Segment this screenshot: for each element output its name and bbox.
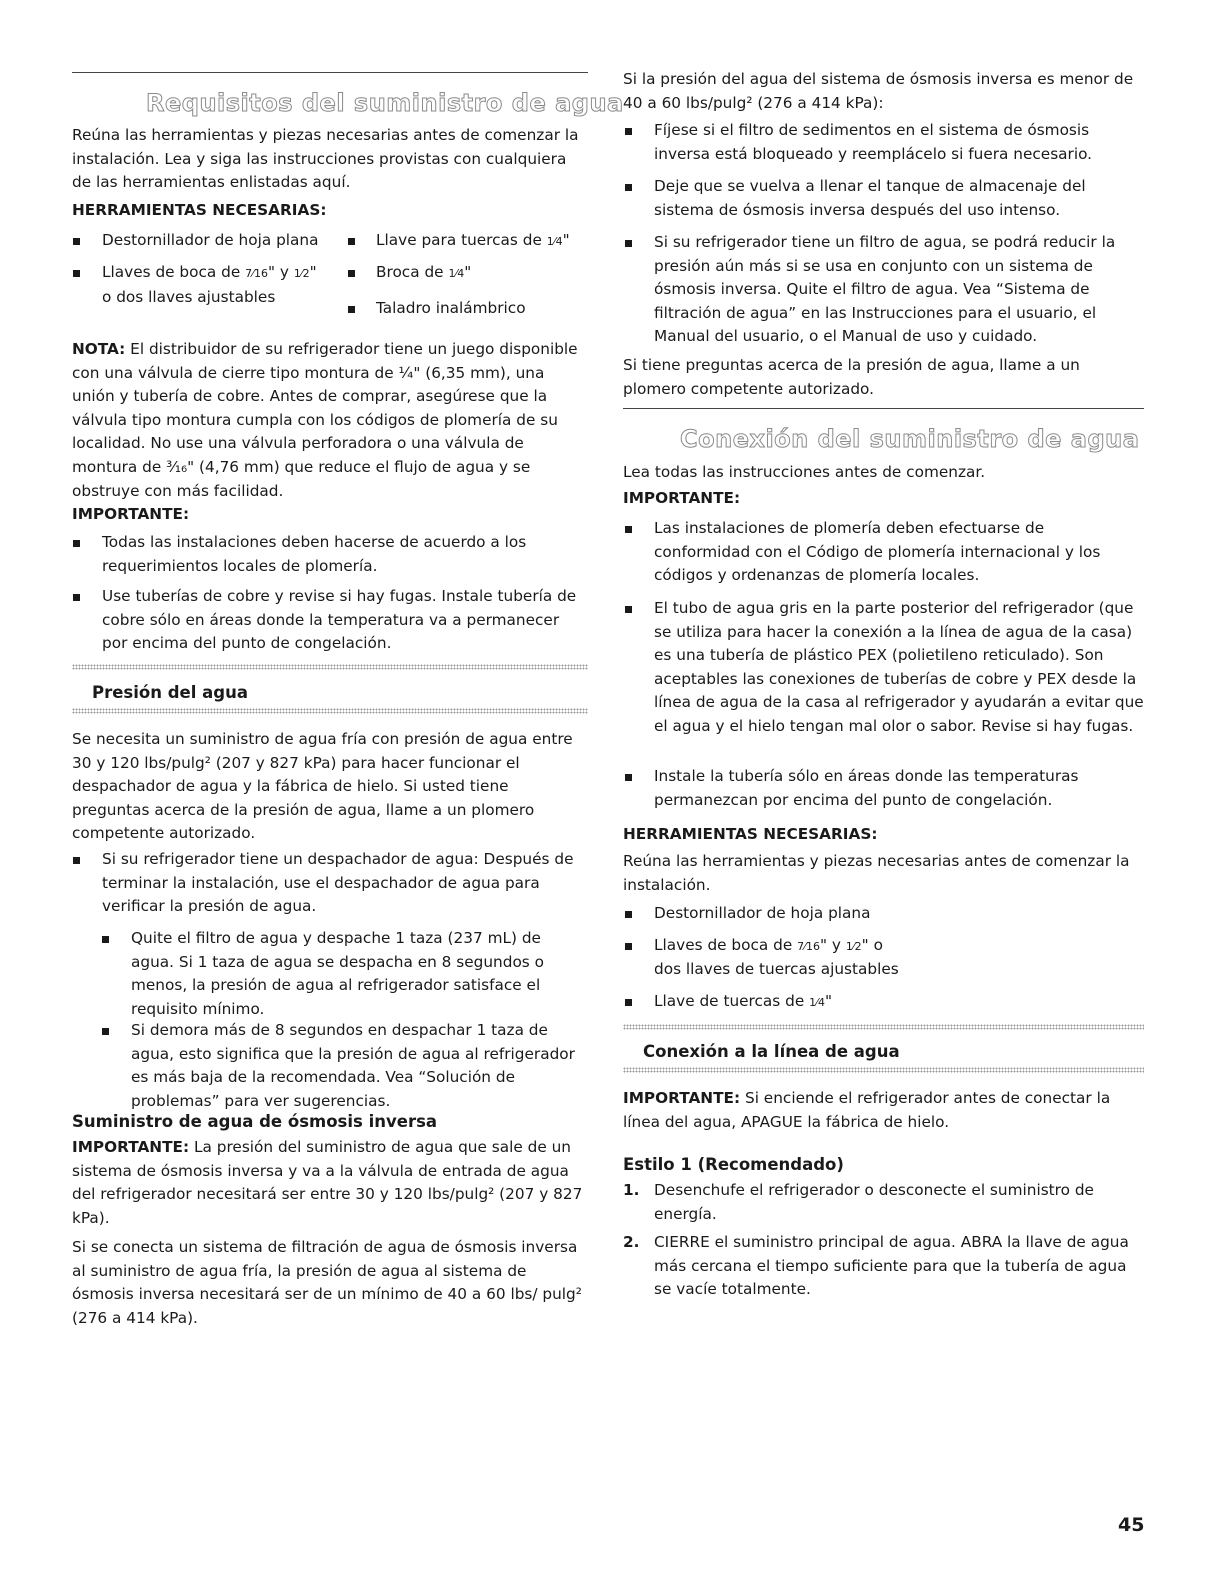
right-tools-intro: Reúna las herramientas y piezas necesarias antes de comenzar la instalación. — [623, 852, 1130, 894]
dotted-divider — [623, 1024, 1144, 1030]
right-important-heading: IMPORTANTE: — [623, 489, 741, 507]
tool-open-wrench: Llaves de boca de 7⁄16" y 1⁄2" — [102, 263, 317, 281]
dotted-divider — [72, 708, 588, 714]
subsection-title-conexion-linea: Conexión a la línea de agua — [643, 1042, 900, 1061]
pressure-subitem-1: Quite el filtro de agua y despache 1 taza (237 mL) de agua. Si 1 taza de agua se despacha en 8 segundos o menos, la presión de agua al refrigerador satisface el requisito mínimo. — [131, 929, 544, 1018]
top-rule-left — [72, 72, 588, 73]
ro-low-item-2: Deje que se vuelva a llenar el tanque de almacenaje del sistema de ósmosis inversa después del uso intenso. — [654, 177, 1086, 219]
bullet-icon — [73, 594, 80, 601]
right-tool-wrench: Llaves de boca de 7⁄16" y 1⁄2" o — [654, 936, 883, 954]
left-intro: Reúna las herramientas y piezas necesarias antes de comenzar la instalación. Lea y siga las instrucciones provistas con cualquiera de las herramientas enlistadas aquí. — [72, 126, 579, 192]
bullet-icon — [73, 270, 80, 277]
bullet-icon — [625, 526, 632, 533]
left-important-heading: IMPORTANTE: — [72, 505, 190, 523]
dotted-divider — [72, 664, 588, 670]
step-1: Desenchufe el refrigerador o desconecte el suministro de energía. — [654, 1181, 1094, 1223]
bullet-icon — [625, 240, 632, 247]
step-2: CIERRE el suministro principal de agua. ABRA la llave de agua más cercana el tiempo suficiente para que la tubería de agua se vacíe totalmente. — [654, 1233, 1129, 1299]
section-rule-right — [623, 408, 1144, 409]
ro-text: Si se conecta un sistema de filtración de agua de ósmosis inversa al suministro de agua fría, la presión de agua al sistema de ósmosis inversa necesitará ser de un mínimo de 40 a 60 lbs/ pulg² (276 a 414 kPa). — [72, 1238, 582, 1327]
left-tools-heading: HERRAMIENTAS NECESARIAS: — [72, 201, 327, 219]
bullet-icon — [625, 184, 632, 191]
right-important-item-3: Instale la tubería sólo en áreas donde las temperaturas permanezcan por encima del punto de congelación. — [654, 767, 1079, 809]
left-important-item-1: Todas las instalaciones deben hacerse de acuerdo a los requerimientos locales de plomería. — [102, 533, 527, 575]
left-note: NOTA: El distribuidor de su refrigerador tiene un juego disponible con una válvula de cierre tipo montura de ¼" (6,35 mm), una unión y tubería de cobre. Antes de comprar, asegúrese que la válvula tipo montura cumpla con los códigos de plomería de su localidad. No use una válvula perforadora o una válvula de montura de ³⁄₁₆" (4,76 mm) que reduce el flujo de agua y se obstruye con más facilidad. — [72, 340, 578, 500]
right-important-item-1: Las instalaciones de plomería deben efectuarse de conformidad con el Código de plomería internacional y los códigos y ordenanzas de plomería locales. — [654, 519, 1101, 585]
bullet-icon — [102, 936, 109, 943]
right-important-item-2: El tubo de agua gris en la parte posterior del refrigerador (que se utiliza para hacer la conexión a la línea de agua de la casa) es una tubería de plástico PEX (polietileno reticulado). Son aceptables las conexiones de tuberías de cobre y PEX desde la línea de agua de la casa al refrigerador y ayudarán a evitar que el agua y el hielo tengan mal olor o sabor. Revise si hay fugas. — [654, 599, 1144, 735]
tool-nut-wrench: Llave para tuercas de 1⁄4" — [376, 231, 570, 249]
page-number: 45 — [1118, 1514, 1145, 1536]
style-1-heading: Estilo 1 (Recomendado) — [623, 1155, 844, 1174]
pressure-text: Se necesita un suministro de agua fría con presión de agua entre 30 y 120 lbs/pulg² (207 y 827 kPa) para hacer funcionar el despachador de agua y la fábrica de hielo. Si usted tiene preguntas acerca de la presión de agua, llame a un plomero competente autorizado. — [72, 730, 573, 843]
bullet-icon — [73, 540, 80, 547]
bullet-icon — [348, 238, 355, 245]
ro-low-item-3: Si su refrigerador tiene un filtro de agua, se podrá reducir la presión aún más si se usa en conjunto con un sistema de ósmosis inversa. Quite el filtro de agua. Vea “Sistema de filtración de agua” en las Instrucciones para el usuario, el Manual del usuario, o el Manual de uso y cuidado. — [654, 233, 1116, 346]
subsection-title-presion: Presión del agua — [92, 683, 248, 702]
pressure-subitem-2: Si demora más de 8 segundos en despachar 1 taza de agua, esto significa que la presión de agua al refrigerador es más baja de la recomendada. Vea “Solución de problemas” para ver sugerencias. — [131, 1021, 575, 1110]
right-tool-screwdriver: Destornillador de hoja plana — [654, 904, 871, 922]
line-important: IMPORTANTE: Si enciende el refrigerador antes de conectar la línea del agua, APAGUE la fábrica de hielo. — [623, 1089, 1111, 1131]
step-number: 1. — [623, 1181, 640, 1199]
dotted-divider — [623, 1067, 1144, 1073]
tool-open-wrench-alt: o dos llaves ajustables — [102, 288, 276, 306]
bullet-icon — [625, 606, 632, 613]
section-title-requisitos: Requisitos del suministro de agua — [146, 89, 624, 117]
ro-low-outro: Si tiene preguntas acerca de la presión de agua, llame a un plomero competente autorizado. — [623, 356, 1080, 398]
bullet-icon — [348, 306, 355, 313]
bullet-icon — [625, 943, 632, 950]
right-tool-nut-wrench: Llave de tuercas de 1⁄4" — [654, 992, 833, 1010]
tool-drill-bit: Broca de 1⁄4" — [376, 263, 472, 281]
bullet-icon — [625, 774, 632, 781]
bullet-icon — [102, 1028, 109, 1035]
bullet-icon — [73, 857, 80, 864]
section-title-conexion: Conexión del suministro de agua — [680, 425, 1140, 453]
bullet-icon — [625, 999, 632, 1006]
read-all-instructions: Lea todas las instrucciones antes de comenzar. — [623, 463, 986, 481]
bullet-icon — [625, 128, 632, 135]
ro-low-item-1: Fíjese si el filtro de sedimentos en el sistema de ósmosis inversa está bloqueado y reemplácelo si fuera necesario. — [654, 121, 1093, 163]
ro-important: IMPORTANTE: La presión del suministro de agua que sale de un sistema de ósmosis inversa y va a la válvula de entrada de agua del refrigerador necesitará ser entre 30 y 120 lbs/pulg² (207 y 827 kPa). — [72, 1138, 583, 1227]
tool-drill: Taladro inalámbrico — [376, 299, 526, 317]
bullet-icon — [73, 238, 80, 245]
ro-low-intro: Si la presión del agua del sistema de ósmosis inversa es menor de 40 a 60 lbs/pulg² (276 a 414 kPa): — [623, 70, 1134, 112]
bullet-icon — [348, 270, 355, 277]
bullet-icon — [625, 911, 632, 918]
right-tools-heading: HERRAMIENTAS NECESARIAS: — [623, 825, 878, 843]
step-number: 2. — [623, 1233, 640, 1251]
left-important-item-2: Use tuberías de cobre y revise si hay fugas. Instale tubería de cobre sólo en áreas donde la temperatura va a permanecer por encima del punto de congelación. — [102, 587, 577, 653]
ro-heading: Suministro de agua de ósmosis inversa — [72, 1112, 438, 1131]
tool-screwdriver: Destornillador de hoja plana — [102, 231, 319, 249]
right-tool-wrench-alt: dos llaves de tuercas ajustables — [654, 960, 899, 978]
pressure-item: Si su refrigerador tiene un despachador de agua: Después de terminar la instalación, use el despachador de agua para verificar la presión de agua. — [102, 850, 574, 916]
